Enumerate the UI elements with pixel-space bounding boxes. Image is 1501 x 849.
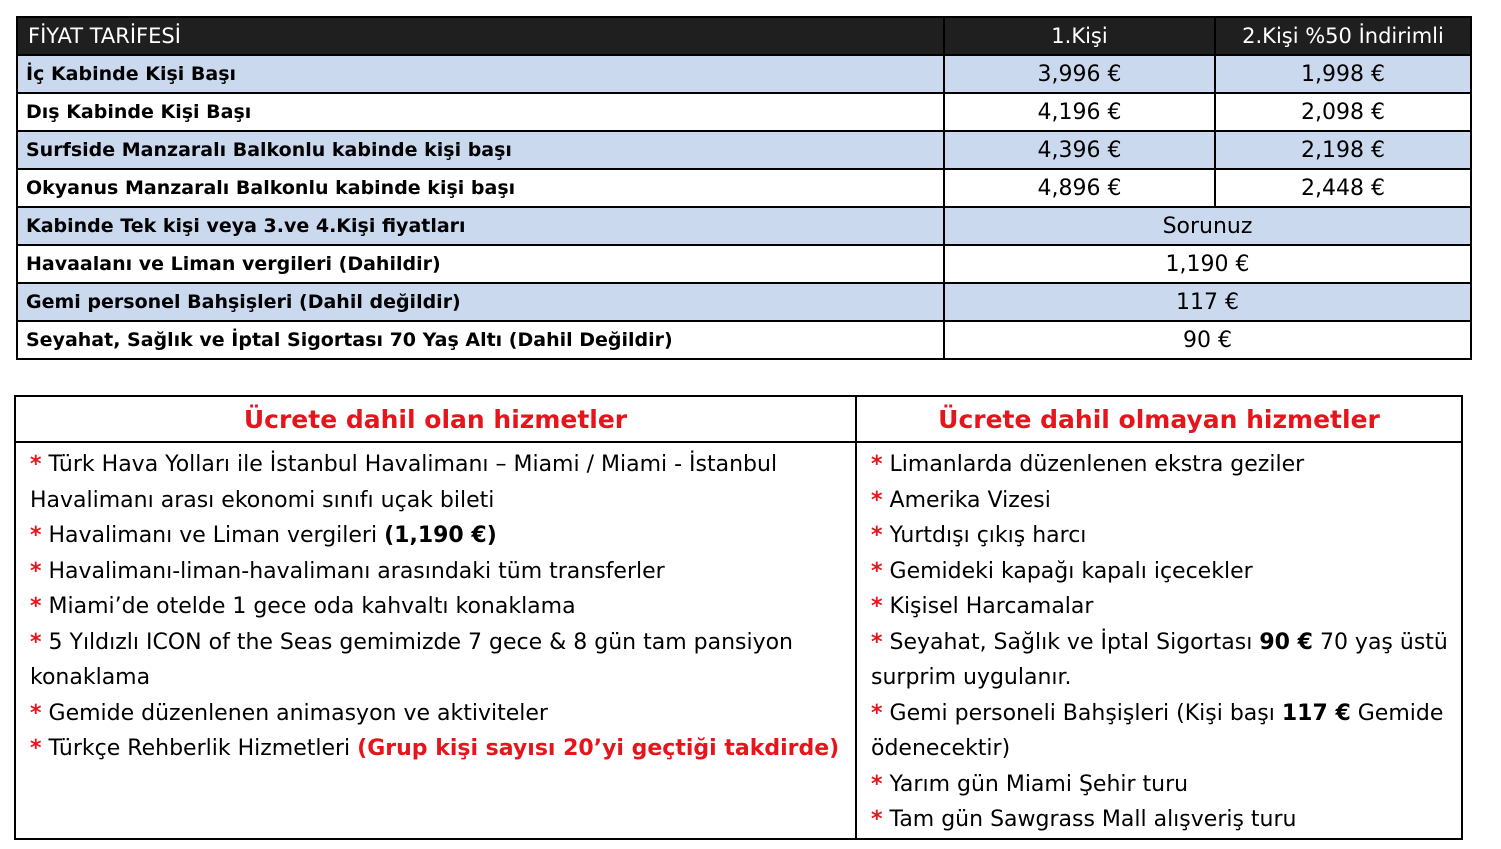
first-person-price: 4,896 € [944, 169, 1215, 207]
bullet-star-icon: * [871, 487, 883, 513]
bullet-star-icon: * [871, 558, 883, 584]
price-table [16, 16, 1472, 360]
item-text: 70 yaş üstü surprim uygulanır. [871, 629, 1448, 690]
bullet-star-icon: * [30, 700, 42, 726]
bullet-star-icon: * [30, 452, 42, 477]
item-text: 5 Yıldızlı ICON of the Seas gemimizde 7 gece & 8 gün tam pansiyon konaklama [30, 629, 794, 690]
row-label: Kabinde Tek kişi veya 3.ve 4.Kişi fiyatları [17, 207, 944, 245]
list-item [871, 447, 1451, 483]
excluded-services-title: Ücrete dahil olmayan hizmetler [856, 396, 1462, 442]
list-item [871, 483, 1451, 519]
list-item [30, 589, 845, 625]
included-services-cell [15, 442, 856, 839]
list-item [871, 589, 1451, 625]
second-person-price: 2,448 € [1215, 169, 1471, 207]
table-row [17, 93, 1471, 131]
bullet-star-icon: * [871, 452, 883, 477]
bullet-star-icon: * [871, 807, 883, 832]
table-row [17, 245, 1471, 283]
price-table-title: FİYAT TARİFESİ [17, 17, 944, 55]
list-item [30, 696, 845, 732]
item-text: Gemide ödenecektir) [871, 700, 1444, 761]
table-row [17, 169, 1471, 207]
item-text: Gemide düzenlenen animasyon ve aktiviteler [48, 700, 548, 726]
bullet-star-icon: * [871, 700, 883, 726]
list-item [871, 802, 1451, 838]
table-row [17, 321, 1471, 359]
merged-value: Sorunuz [944, 207, 1471, 245]
row-label: Dış Kabinde Kişi Başı [17, 93, 944, 131]
bullet-star-icon: * [30, 736, 42, 761]
bullet-star-icon: * [30, 594, 42, 619]
bullet-star-icon: * [871, 594, 883, 619]
item-text: Tam gün Sawgrass Mall alışveriş turu [889, 807, 1297, 832]
second-person-header: 2.Kişi %50 İndirimli [1215, 17, 1471, 55]
list-item [30, 554, 845, 590]
second-person-price: 1,998 € [1215, 55, 1471, 93]
row-label: İç Kabinde Kişi Başı [17, 55, 944, 93]
table-row [17, 55, 1471, 93]
table-row [17, 207, 1471, 245]
row-label: Surfside Manzaralı Balkonlu kabinde kişi başı [17, 131, 944, 169]
price-table-header [17, 17, 1471, 55]
first-person-header: 1.Kişi [944, 17, 1215, 55]
row-label: Okyanus Manzaralı Balkonlu kabinde kişi başı [17, 169, 944, 207]
item-red-note: (Grup kişi sayısı 20’yi geçtiği takdirde) [357, 736, 840, 761]
item-text: Amerika Vizesi [889, 487, 1051, 513]
list-item [871, 767, 1451, 803]
second-person-price: 2,198 € [1215, 131, 1471, 169]
included-services-list [30, 447, 845, 767]
item-bold-text: (1,190 €) [384, 523, 497, 548]
included-services-title: Ücrete dahil olan hizmetler [15, 396, 856, 442]
item-text: Gemi personeli Bahşişleri (Kişi başı [889, 700, 1282, 726]
bullet-star-icon: * [871, 771, 883, 797]
list-item [30, 731, 845, 767]
item-text: Seyahat, Sağlık ve İptal Sigortası [889, 629, 1260, 655]
list-item [30, 447, 845, 518]
row-label: Havaalanı ve Liman vergileri (Dahildir) [17, 245, 944, 283]
merged-value: 90 € [944, 321, 1471, 359]
item-text: Havalimanı-liman-havalimanı arasındaki tüm transferler [48, 558, 665, 584]
bullet-star-icon: * [30, 629, 42, 655]
row-label: Seyahat, Sağlık ve İptal Sigortası 70 Yaş Altı (Dahil Değildir) [17, 321, 944, 359]
item-text: Limanlarda düzenlenen ekstra geziler [889, 452, 1305, 477]
table-row [17, 283, 1471, 321]
services-table [14, 395, 1463, 840]
excluded-services-cell [856, 442, 1462, 839]
list-item [871, 554, 1451, 590]
item-text: Yurtdışı çıkış harcı [889, 523, 1087, 548]
item-text: Havalimanı ve Liman vergileri [48, 523, 385, 548]
first-person-price: 4,396 € [944, 131, 1215, 169]
bullet-star-icon: * [30, 558, 42, 584]
table-row [17, 131, 1471, 169]
list-item [871, 625, 1451, 696]
first-person-price: 3,996 € [944, 55, 1215, 93]
list-item [30, 518, 845, 554]
second-person-price: 2,098 € [1215, 93, 1471, 131]
item-text: Türk Hava Yolları ile İstanbul Havalimanı – Miami / Miami - İstanbul Havalimanı arası ekonomi sınıfı uçak bileti [30, 452, 778, 513]
merged-value: 1,190 € [944, 245, 1471, 283]
services-header [15, 396, 1462, 442]
item-text: Gemideki kapağı kapalı içecekler [889, 558, 1253, 584]
excluded-services-list [871, 447, 1451, 838]
item-text: Kişisel Harcamalar [889, 594, 1094, 619]
list-item [871, 696, 1451, 767]
item-text: Miami’de otelde 1 gece oda kahvaltı konaklama [48, 594, 576, 619]
list-item [30, 625, 845, 696]
merged-value: 117 € [944, 283, 1471, 321]
item-text: Yarım gün Miami Şehir turu [889, 771, 1189, 797]
bullet-star-icon: * [30, 523, 42, 548]
first-person-price: 4,196 € [944, 93, 1215, 131]
bullet-star-icon: * [871, 523, 883, 548]
item-bold-text: 117 € [1281, 700, 1351, 726]
bullet-star-icon: * [871, 629, 883, 655]
item-bold-text: 90 € [1259, 629, 1313, 655]
list-item [871, 518, 1451, 554]
item-text: Türkçe Rehberlik Hizmetleri [48, 736, 358, 761]
row-label: Gemi personel Bahşişleri (Dahil değildir) [17, 283, 944, 321]
